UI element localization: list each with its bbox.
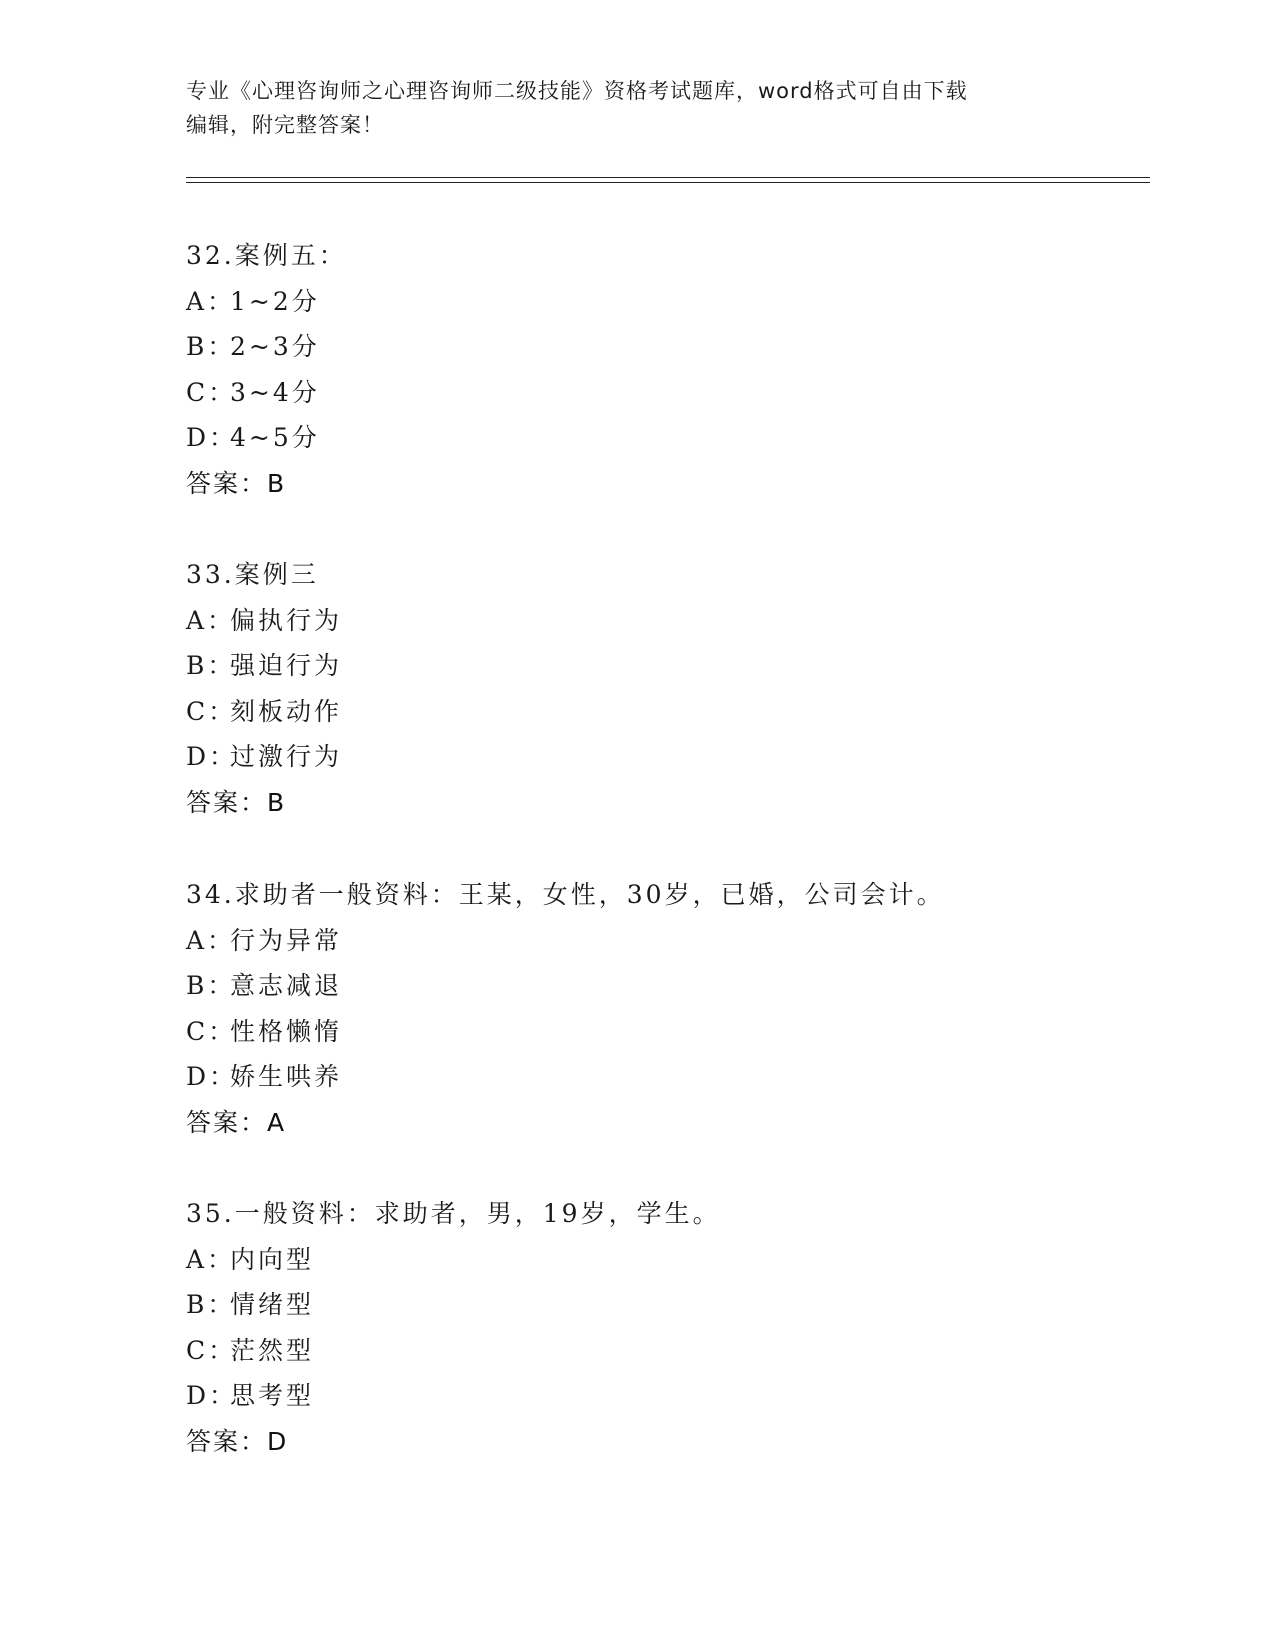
- option-text: 茫然型: [230, 1335, 315, 1365]
- option-text: 偏执行为: [230, 605, 343, 635]
- option-letter: A：: [186, 925, 236, 955]
- option-letter: C：: [186, 1335, 237, 1365]
- option-letter: A：: [186, 286, 236, 316]
- option-letter: A：: [186, 1244, 236, 1274]
- option-c: [186, 1328, 1106, 1374]
- option-letter: D：: [186, 742, 238, 771]
- header-divider-bottom: [186, 182, 1150, 183]
- question-33: [186, 552, 1106, 825]
- option-text: 行为异常: [230, 925, 343, 955]
- option-text: 情绪型: [230, 1290, 315, 1319]
- answer-line: 答案：A: [186, 1107, 287, 1137]
- option-text: 过激行为: [230, 742, 343, 771]
- option-text: 强迫行为: [230, 651, 343, 680]
- option-a: [186, 918, 1106, 964]
- option-letter: B：: [186, 971, 236, 1000]
- option-text: 刻板动作: [230, 696, 343, 726]
- option-d: [186, 1054, 1106, 1100]
- option-text: 1~2分: [230, 286, 320, 316]
- option-d: [186, 415, 1106, 461]
- option-letter: B：: [186, 651, 236, 680]
- option-d: [186, 1373, 1106, 1419]
- option-text: 内向型: [230, 1244, 315, 1274]
- option-c: [186, 1009, 1106, 1055]
- header-divider-top: [186, 177, 1150, 178]
- option-letter: A：: [186, 605, 236, 635]
- option-text: 性格懒惰: [230, 1016, 343, 1046]
- document-header: [186, 74, 1076, 142]
- question-stem: 32.案例五：: [186, 241, 347, 270]
- option-letter: B：: [186, 1290, 236, 1319]
- option-d: [186, 734, 1106, 780]
- option-c: [186, 370, 1106, 416]
- header-title-line-1: 专业《心理咨询师之心理咨询师二级技能》资格考试题库，word格式可自由下载: [186, 79, 968, 103]
- option-a: [186, 1237, 1106, 1283]
- option-a: [186, 279, 1106, 325]
- question-34: [186, 872, 1106, 1145]
- answer-line: 答案：B: [186, 787, 287, 817]
- option-text: 4~5分: [230, 423, 320, 452]
- option-letter: C：: [186, 377, 237, 407]
- answer-line: 答案：D: [186, 1426, 289, 1456]
- option-letter: D：: [186, 423, 238, 452]
- answer-line: 答案：B: [186, 468, 287, 498]
- option-text: 意志减退: [230, 971, 343, 1000]
- question-32: [186, 233, 1106, 506]
- option-c: [186, 689, 1106, 735]
- question-stem: 34.求助者一般资料：王某，女性，30岁，已婚，公司会计。: [186, 880, 945, 909]
- question-35: [186, 1191, 1106, 1464]
- question-stem: 35.一般资料：求助者，男，19岁，学生。: [186, 1199, 721, 1228]
- header-title-line-2: 编辑，附完整答案！: [186, 113, 384, 137]
- option-text: 3~4分: [230, 377, 320, 407]
- option-text: 娇生哄养: [230, 1062, 343, 1091]
- option-letter: D：: [186, 1062, 238, 1091]
- option-text: 思考型: [230, 1381, 315, 1410]
- option-b: [186, 324, 1106, 370]
- option-text: 2~3分: [230, 332, 320, 361]
- option-b: [186, 1282, 1106, 1328]
- option-a: [186, 598, 1106, 644]
- option-b: [186, 963, 1106, 1009]
- option-b: [186, 643, 1106, 689]
- option-letter: B：: [186, 332, 236, 361]
- question-stem: 33.案例三: [186, 560, 319, 589]
- option-letter: C：: [186, 1016, 237, 1046]
- option-letter: D：: [186, 1381, 238, 1410]
- option-letter: C：: [186, 696, 237, 726]
